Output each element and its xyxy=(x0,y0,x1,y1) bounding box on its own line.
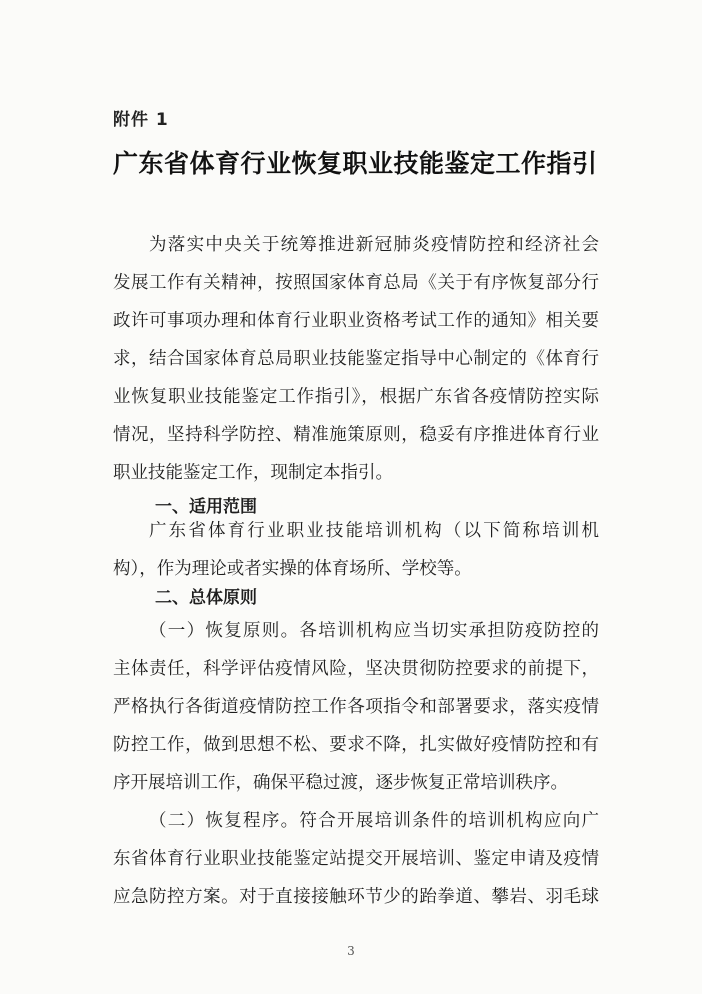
intro-paragraph xyxy=(113,226,599,492)
attachment-label: 附件 1 xyxy=(113,110,169,130)
section-2-para-2-line: 东省体育行业职业技能鉴定站提交开展培训、鉴定申请及疫情 xyxy=(113,849,599,869)
intro-line: 情况，坚持科学防控、精准施策原则，稳妥有序推进体育行业 xyxy=(113,425,599,445)
section-2-para-1 xyxy=(113,612,599,802)
intro-line: 政许可事项办理和体育行业职业资格考试工作的通知》相关要 xyxy=(113,311,599,331)
section-2-para-1-line: 主体责任，科学评估疫情风险，坚决贯彻防控要求的前提下， xyxy=(113,659,599,679)
section-2 xyxy=(113,580,599,616)
intro-line: 发展工作有关精神，按照国家体育总局《关于有序恢复部分行 xyxy=(113,273,599,293)
intro-line: 为落实中央关于统筹推进新冠肺炎疫情防控和经济社会 xyxy=(149,235,599,255)
intro-line: 业恢复职业技能鉴定工作指引》，根据广东省各疫情防控实际 xyxy=(113,387,599,407)
section-2-heading: 二、总体原则 xyxy=(155,588,257,608)
section-2-para-2-line: 应急防控方案。对于直接接触环节少的跆拳道、攀岩、羽毛球 xyxy=(113,887,599,907)
section-1-body xyxy=(113,512,599,588)
document-title: 广东省体育行业恢复职业技能鉴定工作指引 xyxy=(113,149,598,178)
page-number: 3 xyxy=(347,944,355,958)
section-2-para-2-line: （二）恢复程序。符合开展培训条件的培训机构应向广 xyxy=(149,811,599,831)
section-2-para-1-line: 序开展培训工作，确保平稳过渡，逐步恢复正常培训秩序。 xyxy=(113,773,568,793)
intro-line: 求，结合国家体育总局职业技能鉴定指导中心制定的《体育行 xyxy=(113,349,599,369)
section-2-para-2 xyxy=(113,802,599,916)
section-1-line: 广东省体育行业职业技能培训机构（以下简称培训机 xyxy=(149,521,599,541)
section-1-heading: 一、适用范围 xyxy=(155,497,257,517)
section-2-para-1-line: 防控工作，做到思想不松、要求不降，扎实做好疫情防控和有 xyxy=(113,735,599,755)
section-2-para-1-line: （一）恢复原则。各培训机构应当切实承担防疫防控的 xyxy=(149,621,599,641)
section-1-line: 构），作为理论或者实操的体育场所、学校等。 xyxy=(113,559,472,579)
intro-line: 职业技能鉴定工作，现制定本指引。 xyxy=(113,463,393,483)
section-2-para-1-line: 严格执行各街道疫情防控工作各项指令和部署要求，落实疫情 xyxy=(113,697,599,717)
